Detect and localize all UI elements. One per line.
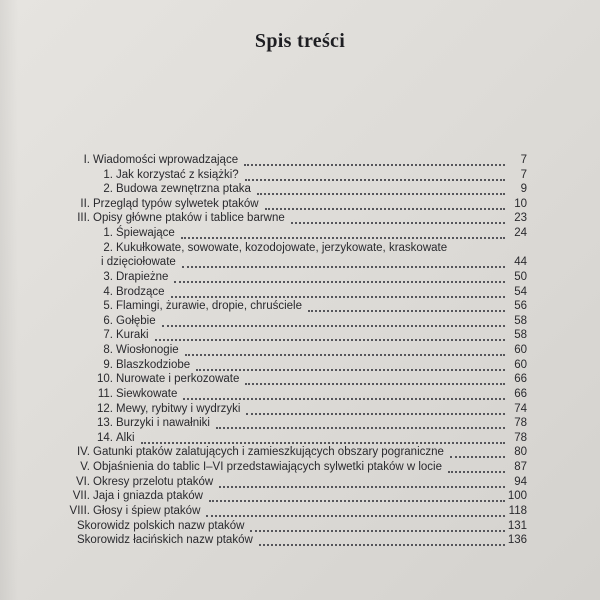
toc-dot-leader [174, 281, 505, 283]
toc-entry [0, 402, 600, 416]
toc-dot-leader [250, 530, 505, 532]
toc-entry-label: Brodzące [116, 285, 165, 298]
toc-entry [0, 445, 600, 459]
toc-entry [0, 328, 600, 342]
toc-entry [0, 211, 600, 225]
toc-entry-label: Objaśnienia do tablic I–VI przedstawiających sylwetki ptaków w locie [93, 461, 442, 474]
toc-entry [0, 387, 600, 401]
toc-entry-number: 8. [103, 344, 113, 357]
toc-dot-leader [245, 179, 505, 181]
toc-entry-label: Śpiewające [116, 227, 175, 240]
toc-dot-leader [196, 369, 505, 371]
toc-dot-leader [450, 456, 505, 458]
toc-dot-leader [448, 471, 505, 473]
toc-entry-number: I. [83, 154, 90, 166]
toc-entry-label: Blaszkodziobe [116, 358, 191, 371]
toc-entry-label: Alki [116, 431, 135, 444]
toc-dot-leader [185, 354, 505, 356]
toc-entry-page: 136 [507, 534, 527, 547]
toc-entry-label: Kuraki [116, 329, 149, 342]
toc-entry [0, 533, 600, 547]
toc-entry-page: 74 [514, 402, 527, 415]
toc-entry [0, 431, 600, 445]
toc-dot-leader [259, 544, 505, 546]
toc-entry-page: 10 [514, 197, 527, 210]
toc-entry-number: IV. [76, 446, 90, 459]
toc-entry-number: 2. [103, 241, 113, 254]
toc-entry-number: 13. [97, 417, 113, 430]
toc-entry [0, 168, 600, 182]
toc-entry-number: 2. [103, 183, 113, 196]
toc-entry-page: 118 [508, 504, 527, 517]
toc-entry-page: 131 [507, 519, 527, 532]
toc-entry-label: Przegląd typów sylwetek ptaków [93, 197, 259, 210]
toc-entry-page: 60 [514, 344, 527, 357]
toc-entry-label: Wiosłonogie [116, 344, 179, 357]
toc-entry-label: Okresy przelotu ptaków [93, 475, 214, 488]
toc-entry [0, 270, 600, 284]
toc-entry-number: 1. [103, 227, 113, 240]
toc-entry-label: Jaja i gniazda ptaków [93, 490, 203, 503]
toc-entry [0, 343, 600, 357]
toc-entry-number: 12. [97, 402, 113, 415]
toc-entry-label: Opisy główne ptaków i tablice barwne [93, 212, 285, 225]
toc-entry-label: Burzyki i nawałniki [116, 417, 210, 430]
toc-entry-number: VII. [72, 490, 90, 503]
toc-entry-label: Gołębie [116, 314, 156, 327]
toc-entry [0, 226, 600, 240]
toc-entry-label: Nurowate i perkozowate [116, 373, 240, 386]
toc-dot-leader [216, 427, 505, 429]
toc-entry-number: 10. [97, 373, 113, 386]
toc-dot-leader [308, 310, 505, 312]
toc-entry-label: Budowa zewnętrzna ptaka [116, 183, 251, 196]
toc-entry-label: Mewy, rybitwy i wydrzyki [116, 402, 241, 415]
toc-entry-page: 23 [514, 212, 527, 225]
toc-entry-label: Kukułkowate, sowowate, kozodojowate, jerzykowate, kraskowate [116, 241, 448, 254]
toc-entry-page: 100 [507, 490, 527, 503]
toc-entry-number: 9. [103, 358, 113, 371]
toc-entry [0, 241, 600, 255]
toc-entry-page: 44 [514, 256, 527, 269]
toc-dot-leader [155, 339, 505, 341]
toc-entry-page: 56 [514, 300, 527, 313]
toc-dot-leader [291, 222, 505, 224]
toc-entry [0, 314, 600, 328]
toc-entry [0, 299, 600, 313]
toc-dot-leader [265, 208, 505, 210]
toc-dot-leader [181, 237, 505, 239]
toc-dot-leader [245, 383, 505, 385]
toc-entry-label: i dzięciołowate [101, 256, 176, 269]
toc-dot-leader [141, 442, 505, 444]
toc-entry-label: Drapieżne [116, 270, 169, 283]
toc-entry [0, 182, 600, 196]
toc-entry [0, 372, 600, 386]
toc-dot-leader [244, 164, 505, 166]
toc-entry-page: 78 [514, 431, 527, 444]
toc-entry [0, 504, 600, 518]
toc-entry-number: 11. [97, 387, 113, 400]
toc-entry-page: 66 [514, 387, 527, 400]
toc-entry-number: VIII. [69, 504, 90, 517]
toc-entry-page: 66 [514, 373, 527, 386]
toc-entry-label: Skorowidz łacińskich nazw ptaków [77, 534, 253, 547]
toc-entry [0, 285, 600, 299]
toc-entry-page: 7 [520, 154, 527, 166]
toc-entry-page: 58 [514, 314, 527, 327]
toc-entry [0, 475, 600, 489]
toc-entry-number: 3. [103, 270, 113, 283]
toc-entry-number: 4. [103, 285, 113, 298]
toc-dot-leader [246, 413, 505, 415]
toc-entry-page: 24 [514, 227, 527, 240]
toc-entry-label: Wiadomości wprowadzające [93, 154, 239, 166]
toc-entry-page: 58 [514, 329, 527, 342]
toc-entry-number: 7. [103, 329, 113, 342]
toc-entry-label: Siewkowate [116, 387, 178, 400]
toc-entry-page: 9 [520, 183, 527, 196]
toc-dot-leader [162, 325, 505, 327]
toc-entry-label: Gatunki ptaków zalatujących i zamieszkujących obszary pograniczne [93, 446, 444, 459]
toc-dot-leader [206, 515, 505, 517]
toc-dot-leader [209, 500, 505, 502]
toc-entry-page: 80 [514, 446, 527, 459]
toc-entry-page: 54 [514, 285, 527, 298]
toc-entry-number: 5. [103, 300, 113, 313]
toc-dot-leader [257, 193, 505, 195]
page-title: Spis treści [254, 30, 346, 52]
toc-entry-page: 87 [514, 461, 527, 474]
toc-entry-number: 1. [103, 168, 113, 181]
toc-dot-leader [183, 398, 505, 400]
toc-entry-number: 6. [103, 314, 113, 327]
toc-entry-number: V. [80, 461, 90, 474]
toc-entry [0, 460, 600, 474]
toc-dot-leader [219, 486, 505, 488]
toc-entry-page: 94 [514, 475, 527, 488]
toc-entry [0, 197, 600, 211]
toc-entry-label: Jak korzystać z książki? [116, 168, 239, 181]
toc-dot-leader [182, 266, 505, 268]
toc-entry [0, 519, 600, 533]
toc-entry-number: 14. [97, 431, 113, 444]
toc-entry [0, 153, 600, 167]
toc-dot-leader [171, 296, 505, 298]
toc-entry-page: 50 [514, 270, 527, 283]
toc-entry [0, 416, 600, 430]
toc-entry-number: III. [77, 212, 90, 225]
toc-entry-page: 7 [520, 168, 527, 181]
toc-entry-number: II. [80, 197, 90, 210]
toc-entry-label: Flamingi, żurawie, dropie, chruściele [116, 300, 302, 313]
toc-entry-page: 60 [514, 358, 527, 371]
toc-entry [0, 255, 600, 269]
toc-entry-label: Skorowidz polskich nazw ptaków [77, 519, 245, 532]
toc-entry-label: Głosy i śpiew ptaków [93, 504, 201, 517]
toc-entry-page: 78 [514, 417, 527, 430]
toc-entry [0, 489, 600, 503]
toc-entry [0, 358, 600, 372]
toc-entry-number: VI. [75, 475, 90, 488]
